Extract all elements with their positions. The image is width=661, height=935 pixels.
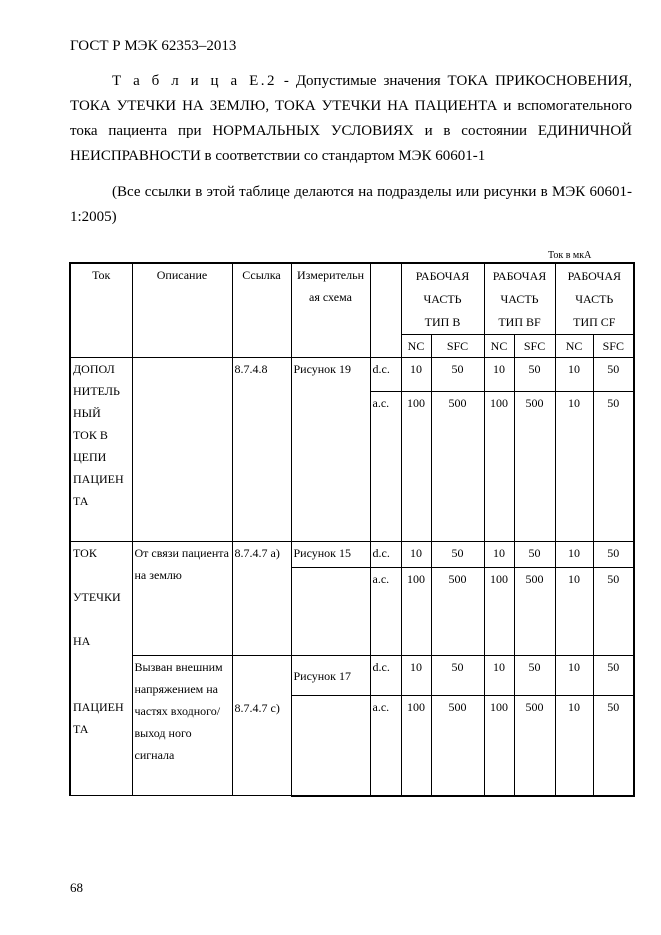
header-reference: Ссылка [232,263,291,358]
header-kind-blank [370,263,401,358]
value-cell: 100 [484,696,514,796]
value-cell: 500 [431,696,484,796]
value-cell: 10 [401,656,431,696]
value-cell: 100 [484,568,514,656]
note-text: (Все ссылки в этой таблице делаются на подразделы или рисунки в МЭК 60601-1:2005) [70,184,632,225]
value-cell: 500 [431,568,484,656]
value-cell: 100 [484,392,514,542]
row-description [132,358,232,542]
document-header: ГОСТ Р МЭК 62353–2013 [70,38,237,54]
row-reference: 8.7.4.7 а) [232,542,291,656]
value-cell: 50 [593,696,634,796]
value-cell: 100 [401,568,431,656]
value-cell: 50 [593,358,634,392]
value-cell: 10 [555,542,593,568]
caption-text: - Допустимые значения ТОКА ПРИКОСНОВЕНИЯ, ТОКА УТЕЧКИ НА ЗЕМЛЮ, ТОКА УТЕЧКИ НА ПАЦИЕНТА и вспомогательного тока пациента при НОРМАЛЬНЫХ УСЛОВИЯХ и в состоянии ЕДИНИЧНОЙ НЕИСПРАВНОСТИ в соответствии со стандартом МЭК 60601-1 [70,73,633,164]
value-cell: 10 [401,358,431,392]
header-nc: NC [484,335,514,358]
header-type-b: РАБОЧАЯ ЧАСТЬ ТИП B [401,263,484,335]
value-cell: 10 [555,696,593,796]
header-description: Описание [132,263,232,358]
row-current-label: ДОПОЛ НИТЕЛЬ НЫЙ ТОК В ЦЕПИ ПАЦИЕН ТА [70,358,132,542]
row-scheme: Рисунок 19 [291,358,370,542]
header-scheme: Измерительн ая схема [291,263,370,358]
value-cell: 50 [593,392,634,542]
row-kind: a.c. [370,696,401,796]
row-kind: a.c. [370,392,401,542]
header-nc: NC [555,335,593,358]
value-cell: 50 [514,358,555,392]
page-number: 68 [70,880,83,895]
value-cell: 500 [514,568,555,656]
value-cell: 50 [593,568,634,656]
header-current: Ток [70,263,132,358]
value-cell: 10 [555,392,593,542]
value-cell: 500 [514,392,555,542]
row-reference: 8.7.4.8 [232,358,291,542]
row-kind: d.c. [370,542,401,568]
value-cell: 50 [593,656,634,696]
row-scheme-blank [291,568,370,656]
value-cell: 500 [514,696,555,796]
row-scheme: Рисунок 15 [291,542,370,568]
value-cell: 50 [431,542,484,568]
value-cell: 10 [484,656,514,696]
value-cell: 100 [401,392,431,542]
row-description: От связи пациента на землю [132,542,232,656]
value-cell: 50 [514,656,555,696]
value-cell: 10 [484,358,514,392]
value-cell: 10 [555,656,593,696]
value-cell: 50 [514,542,555,568]
table-note [70,180,632,230]
header-sfc: SFC [514,335,555,358]
row-current-label: ТОК УТЕЧКИ НА ПАЦИЕН ТА [70,542,132,796]
row-scheme-blank [291,696,370,796]
row-scheme: Рисунок 17 [291,656,370,696]
value-cell: 10 [484,542,514,568]
row-kind: d.c. [370,656,401,696]
value-cell: 50 [593,542,634,568]
value-cell: 100 [401,696,431,796]
header-sfc: SFC [431,335,484,358]
limits-table [69,262,635,797]
header-type-cf: РАБОЧАЯ ЧАСТЬ ТИП CF [555,263,634,335]
caption-label: Т а б л и ц а Е.2 [112,73,277,89]
unit-label: Ток в мкА [548,250,592,261]
row-description: Вызван внешним напряжением на частях входного/выход ного сигнала [132,656,232,796]
value-cell: 50 [431,358,484,392]
header-nc: NC [401,335,431,358]
value-cell: 10 [555,568,593,656]
row-kind: a.c. [370,568,401,656]
header-sfc: SFC [593,335,634,358]
value-cell: 50 [431,656,484,696]
value-cell: 10 [555,358,593,392]
value-cell: 10 [401,542,431,568]
row-kind: d.c. [370,358,401,392]
row-reference: 8.7.4.7 c) [232,656,291,796]
header-type-bf: РАБОЧАЯ ЧАСТЬ ТИП BF [484,263,555,335]
value-cell: 500 [431,392,484,542]
table-caption [70,69,632,169]
